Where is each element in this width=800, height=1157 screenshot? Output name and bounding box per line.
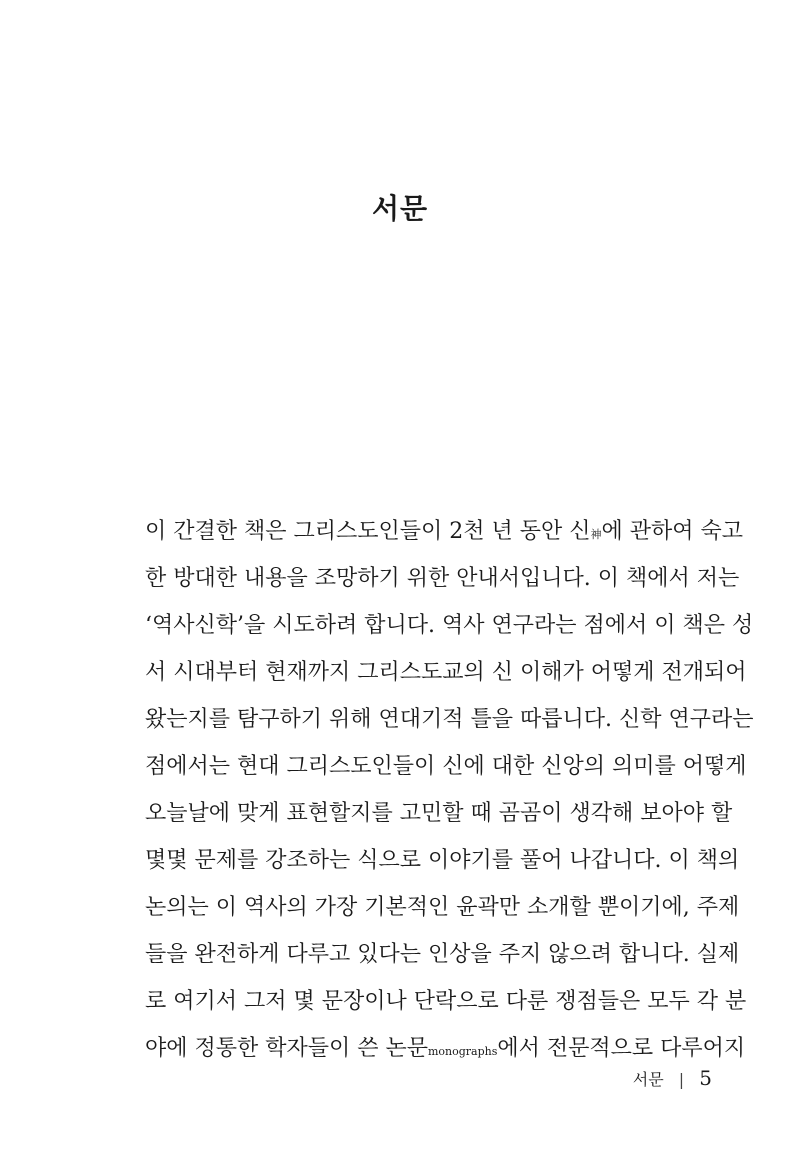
text-line-2: 한 방대한 내용을 조망하기 위한 안내서입니다. 이 책에서 저는 — [145, 566, 740, 591]
text-segment: 에서 전문적으로 다루어지 — [497, 1036, 746, 1061]
text-line-8: 몇몇 문제를 강조하는 식으로 이야기를 풀어 나갑니다. 이 책의 — [145, 848, 740, 873]
text-segment: 야에 정통한 학자들이 쓴 논문 — [145, 1036, 428, 1061]
footer-separator: | — [678, 1070, 685, 1089]
hanja-annotation: 神 — [590, 528, 602, 541]
running-head: 서문 — [632, 1070, 664, 1089]
text-line-4: 서 시대부터 현재까지 그리스도교의 신 이해가 어떻게 전개되어 — [145, 660, 747, 685]
page-footer — [633, 1066, 712, 1092]
text-line-9: 논의는 이 역사의 가장 기본적인 윤곽만 소개할 뿐이기에, 주제 — [145, 895, 740, 920]
text-line-5: 왔는지를 탐구하기 위해 연대기적 틀을 따릅니다. 신학 연구라는 — [145, 707, 754, 732]
page-number: 5 — [699, 1066, 712, 1090]
text-line-1 — [145, 508, 743, 555]
body-text — [145, 508, 754, 1072]
text-line-12 — [145, 1025, 746, 1072]
english-annotation: monographs — [428, 1045, 498, 1058]
text-segment: 에 관하여 숙고 — [601, 519, 743, 544]
text-line-3: ‘역사신학’을 시도하려 합니다. 역사 연구라는 점에서 이 책은 성 — [145, 613, 754, 638]
text-line-11: 로 여기서 그저 몇 문장이나 단락으로 다룬 쟁점들은 모두 각 분 — [145, 989, 747, 1014]
text-line-6: 점에서는 현대 그리스도인들이 신에 대한 신앙의 의미를 어떻게 — [145, 754, 747, 779]
text-line-10: 들을 완전하게 다루고 있다는 인상을 주지 않으려 합니다. 실제 — [145, 942, 740, 967]
page-title: 서문 — [371, 191, 429, 225]
text-line-7: 오늘날에 맞게 표현할지를 고민할 때 곰곰이 생각해 보아야 할 — [145, 801, 733, 826]
text-segment: 이 간결한 책은 그리스도인들이 2천 년 동안 신 — [145, 519, 591, 544]
